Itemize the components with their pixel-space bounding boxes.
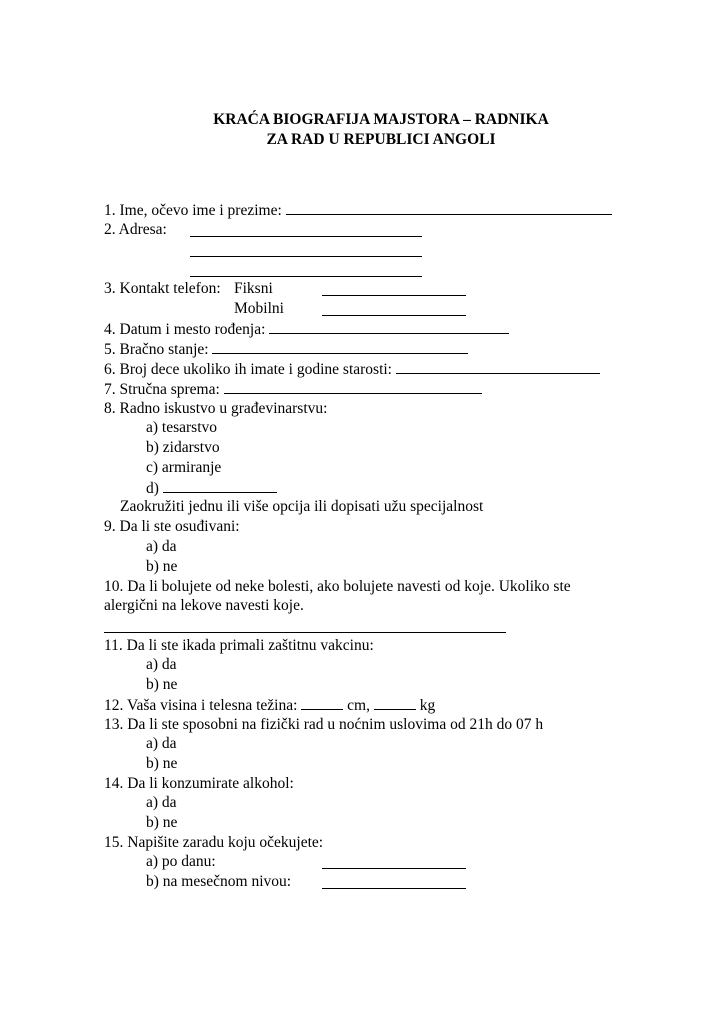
education-field[interactable] — [224, 379, 482, 394]
specialty-field[interactable] — [163, 478, 277, 493]
phone-mobile-label: Mobilni — [234, 300, 284, 317]
address-field-1[interactable] — [190, 222, 422, 237]
question-6-label: 6. Broj dece ukoliko ih imate i godine starosti: — [104, 361, 396, 378]
question-10-line-2: alergični na lekove navesti koje. — [104, 597, 304, 614]
question-7-label: 7. Stručna sprema: — [104, 381, 224, 398]
height-unit: cm, — [343, 697, 374, 714]
height-field[interactable] — [301, 695, 343, 710]
question-7 — [104, 379, 482, 400]
question-1 — [104, 200, 612, 221]
address-field-2[interactable] — [190, 242, 422, 257]
question-4-label: 4. Datum i mesto rođenja: — [104, 321, 270, 338]
q11-option-a[interactable]: a) da — [146, 656, 177, 673]
daily-wage-field[interactable] — [322, 854, 466, 869]
q8-option-d-label: d) — [146, 480, 163, 497]
document-title — [0, 110, 728, 150]
question-6 — [104, 359, 600, 380]
title-line-1: KRAĆA BIOGRAFIJA MAJSTORA – RADNIKA — [213, 111, 549, 128]
question-5-label: 5. Bračno stanje: — [104, 341, 213, 358]
question-10-line-1: 10. Da li bolujete od neke bolesti, ako bolujete navesti od koje. Ukoliko ste — [104, 578, 571, 595]
question-13: 13. Da li ste sposobni na fizički rad u noćnim uslovima od 21h do 07 h — [104, 716, 544, 733]
question-3 — [104, 279, 221, 299]
question-2 — [104, 220, 167, 240]
birth-field[interactable] — [269, 319, 509, 334]
monthly-wage-field[interactable] — [322, 874, 466, 889]
q9-option-b[interactable]: b) ne — [146, 558, 178, 575]
phone-mobile-field[interactable] — [322, 301, 466, 316]
q8-option-b[interactable]: b) zidarstvo — [146, 439, 220, 456]
question-8: 8. Radno iskustvo u građevinarstvu: — [104, 400, 328, 417]
weight-field[interactable] — [374, 695, 416, 710]
question-1-label: 1. Ime, očevo ime i prezime: — [104, 202, 286, 219]
q15-option-b: b) na mesečnom nivou: — [146, 873, 292, 890]
q8-option-a[interactable]: a) tesarstvo — [146, 419, 218, 436]
q9-option-a[interactable]: a) da — [146, 538, 177, 555]
q13-option-a[interactable]: a) da — [146, 735, 177, 752]
question-15: 15. Napišite zaradu koju očekujete: — [104, 834, 324, 851]
weight-unit: kg — [415, 697, 436, 714]
address-field-3[interactable] — [190, 262, 422, 277]
marital-field[interactable] — [212, 339, 468, 354]
phone-fixed-label: Fiksni — [234, 280, 273, 297]
title-line-2: ZA RAD U REPUBLICI ANGOLI — [266, 131, 496, 148]
question-12 — [104, 695, 435, 716]
name-field[interactable] — [286, 200, 612, 215]
q14-option-a[interactable]: a) da — [146, 794, 177, 811]
question-2-label: 2. Adresa: — [104, 221, 167, 238]
question-11: 11. Da li ste ikada primali zaštitnu vakcinu: — [104, 637, 374, 654]
question-4 — [104, 319, 509, 340]
q11-option-b[interactable]: b) ne — [146, 676, 178, 693]
question-14: 14. Da li konzumirate alkohol: — [104, 775, 294, 792]
phone-fixed-field[interactable] — [322, 281, 466, 296]
q13-option-b[interactable]: b) ne — [146, 755, 178, 772]
children-field[interactable] — [396, 359, 600, 374]
q8-option-d[interactable] — [146, 478, 277, 499]
question-5 — [104, 339, 468, 360]
q8-option-c[interactable]: c) armiranje — [146, 459, 222, 476]
q8-note: Zaokružiti jednu ili više opcija ili dopisati užu specijalnost — [120, 498, 484, 515]
illness-field[interactable] — [104, 618, 506, 633]
question-3-label: 3. Kontakt telefon: — [104, 280, 221, 297]
question-12-label: 12. Vaša visina i telesna težina: — [104, 697, 302, 714]
q14-option-b[interactable]: b) ne — [146, 814, 178, 831]
q15-option-a: a) po danu: — [146, 853, 216, 870]
question-9: 9. Da li ste osuđivani: — [104, 518, 240, 535]
